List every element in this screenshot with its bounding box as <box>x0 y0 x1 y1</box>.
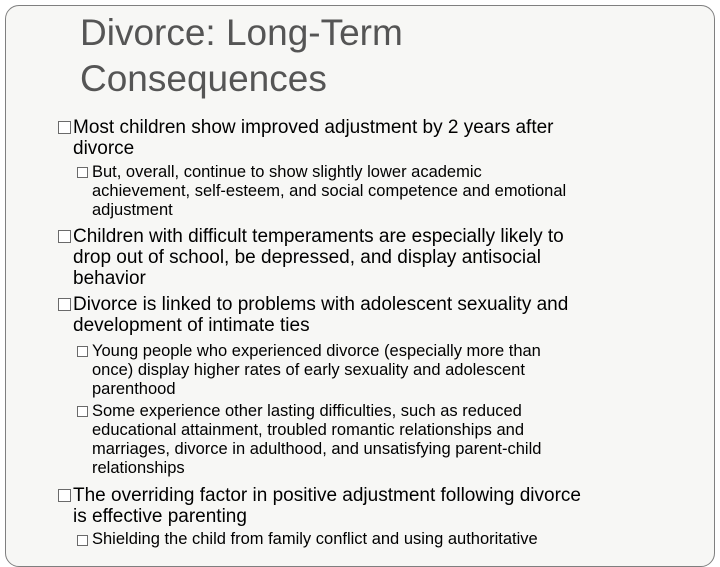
bullet-line: educational attainment, troubled romantic relationships and <box>92 421 525 439</box>
bullet-line: behavior <box>73 268 146 289</box>
square-bullet-icon <box>58 298 71 311</box>
title-line: Divorce: Long-Term <box>80 12 403 53</box>
title-line: Consequences <box>80 58 327 99</box>
square-bullet-icon <box>58 230 71 243</box>
bullet-line: is effective parenting <box>73 506 247 527</box>
bullet-line: divorce <box>73 138 135 159</box>
bullet-line: Some experience other lasting difficulties, such as reduced <box>92 402 522 420</box>
square-bullet-icon <box>58 121 71 134</box>
bullet-line: Children with difficult temperaments are especially likely to <box>73 226 564 247</box>
bullet-line: achievement, self-esteem, and social competence and emotional <box>92 182 567 200</box>
bullet-line: marriages, divorce in adulthood, and unsatisfying parent-child <box>92 440 542 458</box>
square-bullet-icon <box>77 346 88 357</box>
bullet-line: Shielding the child from family conflict and using authoritative <box>92 530 538 548</box>
bullet-line: drop out of school, be depressed, and display antisocial <box>73 247 541 268</box>
bullet-line: Young people who experienced divorce (especially more than <box>92 342 541 360</box>
square-bullet-icon <box>77 406 88 417</box>
bullet-line: relationships <box>92 459 185 477</box>
bullet-line: development of intimate ties <box>73 315 310 336</box>
square-bullet-icon <box>77 167 88 178</box>
bullet-line: once) display higher rates of early sexuality and adolescent <box>92 361 525 379</box>
square-bullet-icon <box>58 489 71 502</box>
square-bullet-icon <box>77 535 88 546</box>
bullet-line: Most children show improved adjustment by 2 years after <box>73 117 554 138</box>
bullet-line: adjustment <box>92 201 173 219</box>
bullet-line: Divorce is linked to problems with adolescent sexuality and <box>73 294 569 315</box>
bullet-line: parenthood <box>92 380 176 398</box>
bullet-line: The overriding factor in positive adjustment following divorce <box>73 485 581 506</box>
bullet-line: But, overall, continue to show slightly lower academic <box>92 163 482 181</box>
